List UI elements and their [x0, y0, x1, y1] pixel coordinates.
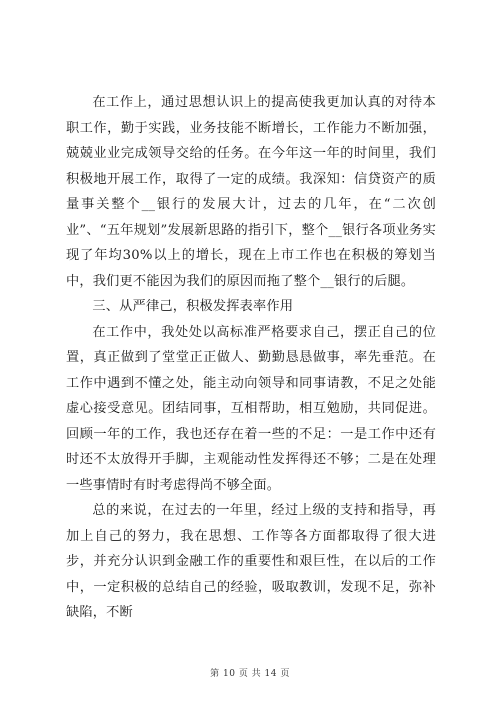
- paragraph-summary: 总的来说，在过去的一年里，经过上级的支持和指导，再加上自己的努力，我在思想、工作等各方面都取得了很大进步，并充分认识到金融工作的重要性和艰巨性，在以后的工作中，一定积极的总结自己的经验，吸取教训，发现不足，弥补缺陷，不断: [66, 503, 436, 620]
- paragraph-work-improvement: 在工作上，通过思想认识上的提高使我更加认真的对待本职工作，勤于实践，业务技能不断增长，工作能力不断加强，兢兢业业完成领导交给的任务。在今年这一年的时间里，我们积极地开展工作，取得了一定的成绩。我深知：信贷资产的质量事关整个__银行的发展大计，过去的几年，在“二次创业”、“五年规划”发展新思路的指引下，整个__银行各项业务实现了年均30%以上的增长，现在上市工作也在积极的筹划当中，我们更不能因为我们的原因而拖了整个__银行的后腿。: [66, 95, 436, 289]
- document-body: [66, 90, 436, 626]
- page-number-footer: 第 10 页 共 14 页: [210, 669, 290, 679]
- paragraph-high-standards: 在工作中，我处处以高标准严格要求自己，摆正自己的位置，真正做到了堂堂正正做人、勤勤恳恳做事，率先垂范。在工作中遇到不懂之处，能主动向领导和同事请教，不足之处能虚心接受意见。团结同事，互相帮助，相互勉励，共同促进。回顾一年的工作，我也还存在着一些的不足：一是工作中还有时还不太放得开手脚，主观能动性发挥得还不够；二是在处理一些事情时有时考虑得尚不够全面。: [66, 324, 436, 493]
- section-heading-self-discipline: 三、从严律己，积极发挥表率作用: [92, 299, 294, 314]
